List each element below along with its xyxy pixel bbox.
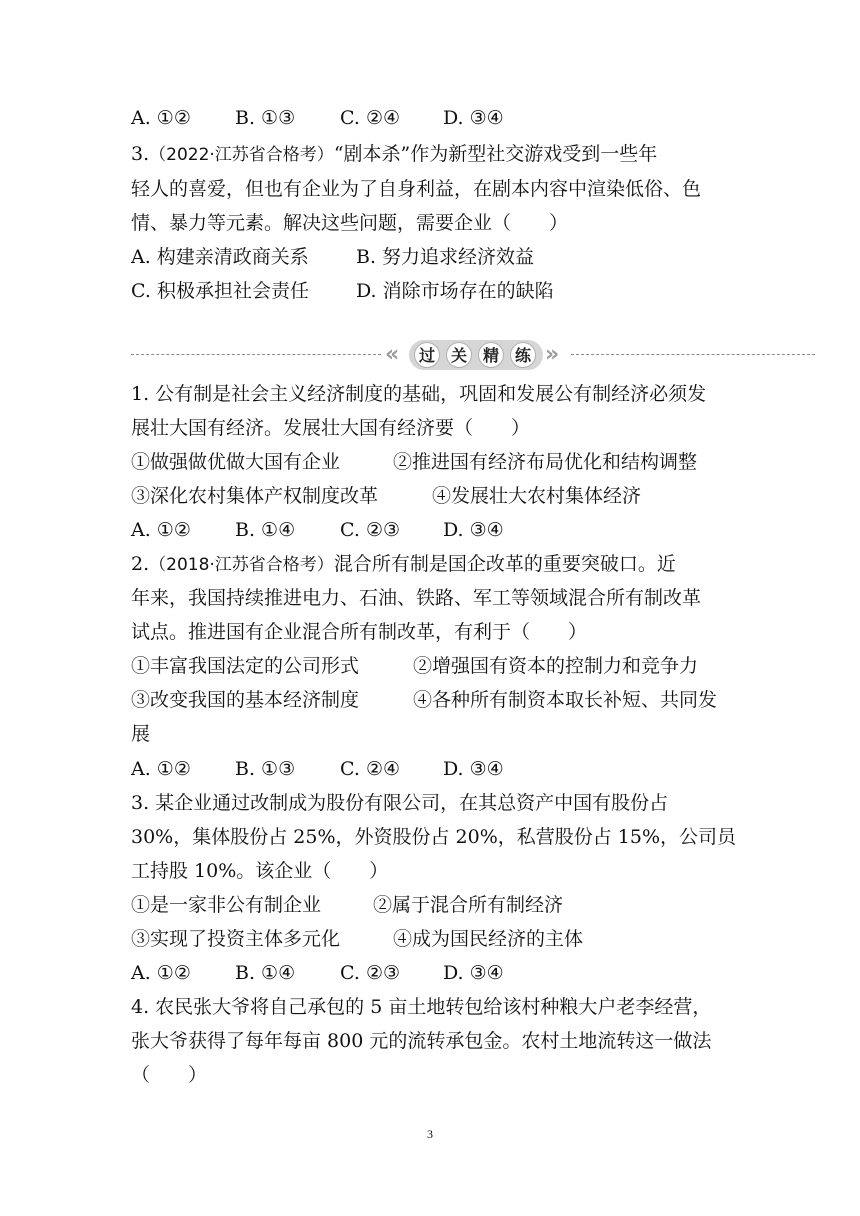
q3-option-c: C. ②③ — [340, 962, 401, 984]
top-q3-line-1 — [131, 142, 657, 167]
top-q3-line-2: 轻人的喜爱，但也有企业为了自身利益，在剧本内容中渲染低俗、色 — [131, 178, 702, 200]
q1-item-3: ③深化农村集体产权制度改革 — [131, 485, 379, 507]
q2-item-3: ③改变我国的基本经济制度 — [131, 689, 360, 711]
q2-option-c: C. ②④ — [340, 758, 401, 780]
q1-option-b: B. ①④ — [235, 519, 296, 541]
q1-item-2: ②推进国有经济布局优化和结构调整 — [393, 451, 698, 473]
section-title-char-4: 练 — [510, 342, 536, 368]
top-q3-number: 3. — [131, 143, 150, 165]
q2-line-3: 试点。推进国有企业混合所有制改革，有利于（ ） — [131, 621, 588, 643]
top-q3-option-d: D. 消除市场存在的缺陷 — [356, 280, 554, 302]
q2-line-1 — [131, 552, 676, 577]
section-title-char-2: 关 — [446, 342, 472, 368]
top-q3-option-c: C. 积极承担社会责任 — [131, 280, 309, 302]
q2-item-4-wrap: 展 — [131, 723, 151, 745]
q3-line-3: 工持股 10%。该企业（ ） — [131, 860, 389, 882]
q4-line-2: 张大爷获得了每年每亩 800 元的流转承包金。农村土地流转这一做法 — [131, 1030, 712, 1052]
section-title-char-1: 过 — [414, 342, 440, 368]
q4-line-1: 4. 农民张大爷将自己承包的 5 亩土地转包给该村种粮大户老李经营， — [131, 996, 712, 1018]
q2-option-a: A. ①② — [131, 758, 191, 780]
q1-line-1: 1. 公有制是社会主义经济制度的基础，巩固和发展公有制经济必须发 — [131, 383, 707, 405]
q3-option-d: D. ③④ — [443, 962, 504, 984]
q3-option-a: A. ①② — [131, 962, 191, 984]
q2-source: （2018·江苏省合格考） — [149, 555, 334, 575]
chevron-right-icon: » — [545, 342, 560, 367]
top-q3-line-3: 情、暴力等元素。解决这些问题，需要企业（ ） — [131, 212, 569, 234]
section-banner — [383, 338, 569, 372]
section-divider-right — [571, 354, 815, 355]
top-q3-option-b: B. 努力追求经济效益 — [356, 246, 535, 268]
section-title-char-3: 精 — [478, 342, 504, 368]
prev-option-a: A. ①② — [131, 107, 191, 129]
q2-line-2: 年来，我国持续推进电力、石油、铁路、军工等领域混合所有制改革 — [131, 587, 702, 609]
top-q3-text: “剧本杀”作为新型社交游戏受到一些年 — [333, 143, 658, 165]
q2-item-1: ①丰富我国法定的公司形式 — [131, 655, 360, 677]
q3-item-3: ③实现了投资主体多元化 — [131, 928, 341, 950]
q4-line-3: （ ） — [131, 1064, 208, 1086]
top-q3-option-a: A. 构建亲清政商关系 — [131, 246, 309, 268]
page-number: 3 — [427, 1127, 433, 1141]
top-q3-source: （2022·江苏省合格考） — [149, 145, 334, 165]
q1-item-1: ①做强做优做大国有企业 — [131, 451, 341, 473]
q1-option-d: D. ③④ — [443, 519, 504, 541]
q2-item-4: ④各种所有制资本取长补短、共同发 — [413, 689, 718, 711]
prev-option-d: D. ③④ — [443, 107, 504, 129]
q3-line-1: 3. 某企业通过改制成为股份有限公司，在其总资产中国有股份占 — [131, 792, 669, 814]
q3-option-b: B. ①④ — [235, 962, 296, 984]
section-divider-left — [131, 354, 381, 355]
q3-item-2: ②属于混合所有制经济 — [373, 894, 564, 916]
q1-item-4: ④发展壮大农村集体经济 — [432, 485, 642, 507]
q2-item-2: ②增强国有资本的控制力和竞争力 — [413, 655, 699, 677]
q3-item-4: ④成为国民经济的主体 — [393, 928, 584, 950]
prev-option-c: C. ②④ — [340, 107, 401, 129]
q2-number: 2. — [131, 553, 150, 575]
chevron-left-icon: « — [385, 342, 400, 367]
q1-option-a: A. ①② — [131, 519, 191, 541]
q2-text: 混合所有制是国企改革的重要突破口。近 — [333, 553, 676, 575]
q2-option-b: B. ①③ — [235, 758, 296, 780]
q1-line-2: 展壮大国有经济。发展壮大国有经济要（ ） — [131, 417, 531, 439]
q3-item-1: ①是一家非公有制企业 — [131, 894, 322, 916]
q3-line-2: 30%，集体股份占 25%，外资股份占 20%，私营股份占 15%，公司员 — [131, 826, 737, 848]
q1-option-c: C. ②③ — [340, 519, 401, 541]
prev-option-b: B. ①③ — [235, 107, 296, 129]
q2-option-d: D. ③④ — [443, 758, 504, 780]
